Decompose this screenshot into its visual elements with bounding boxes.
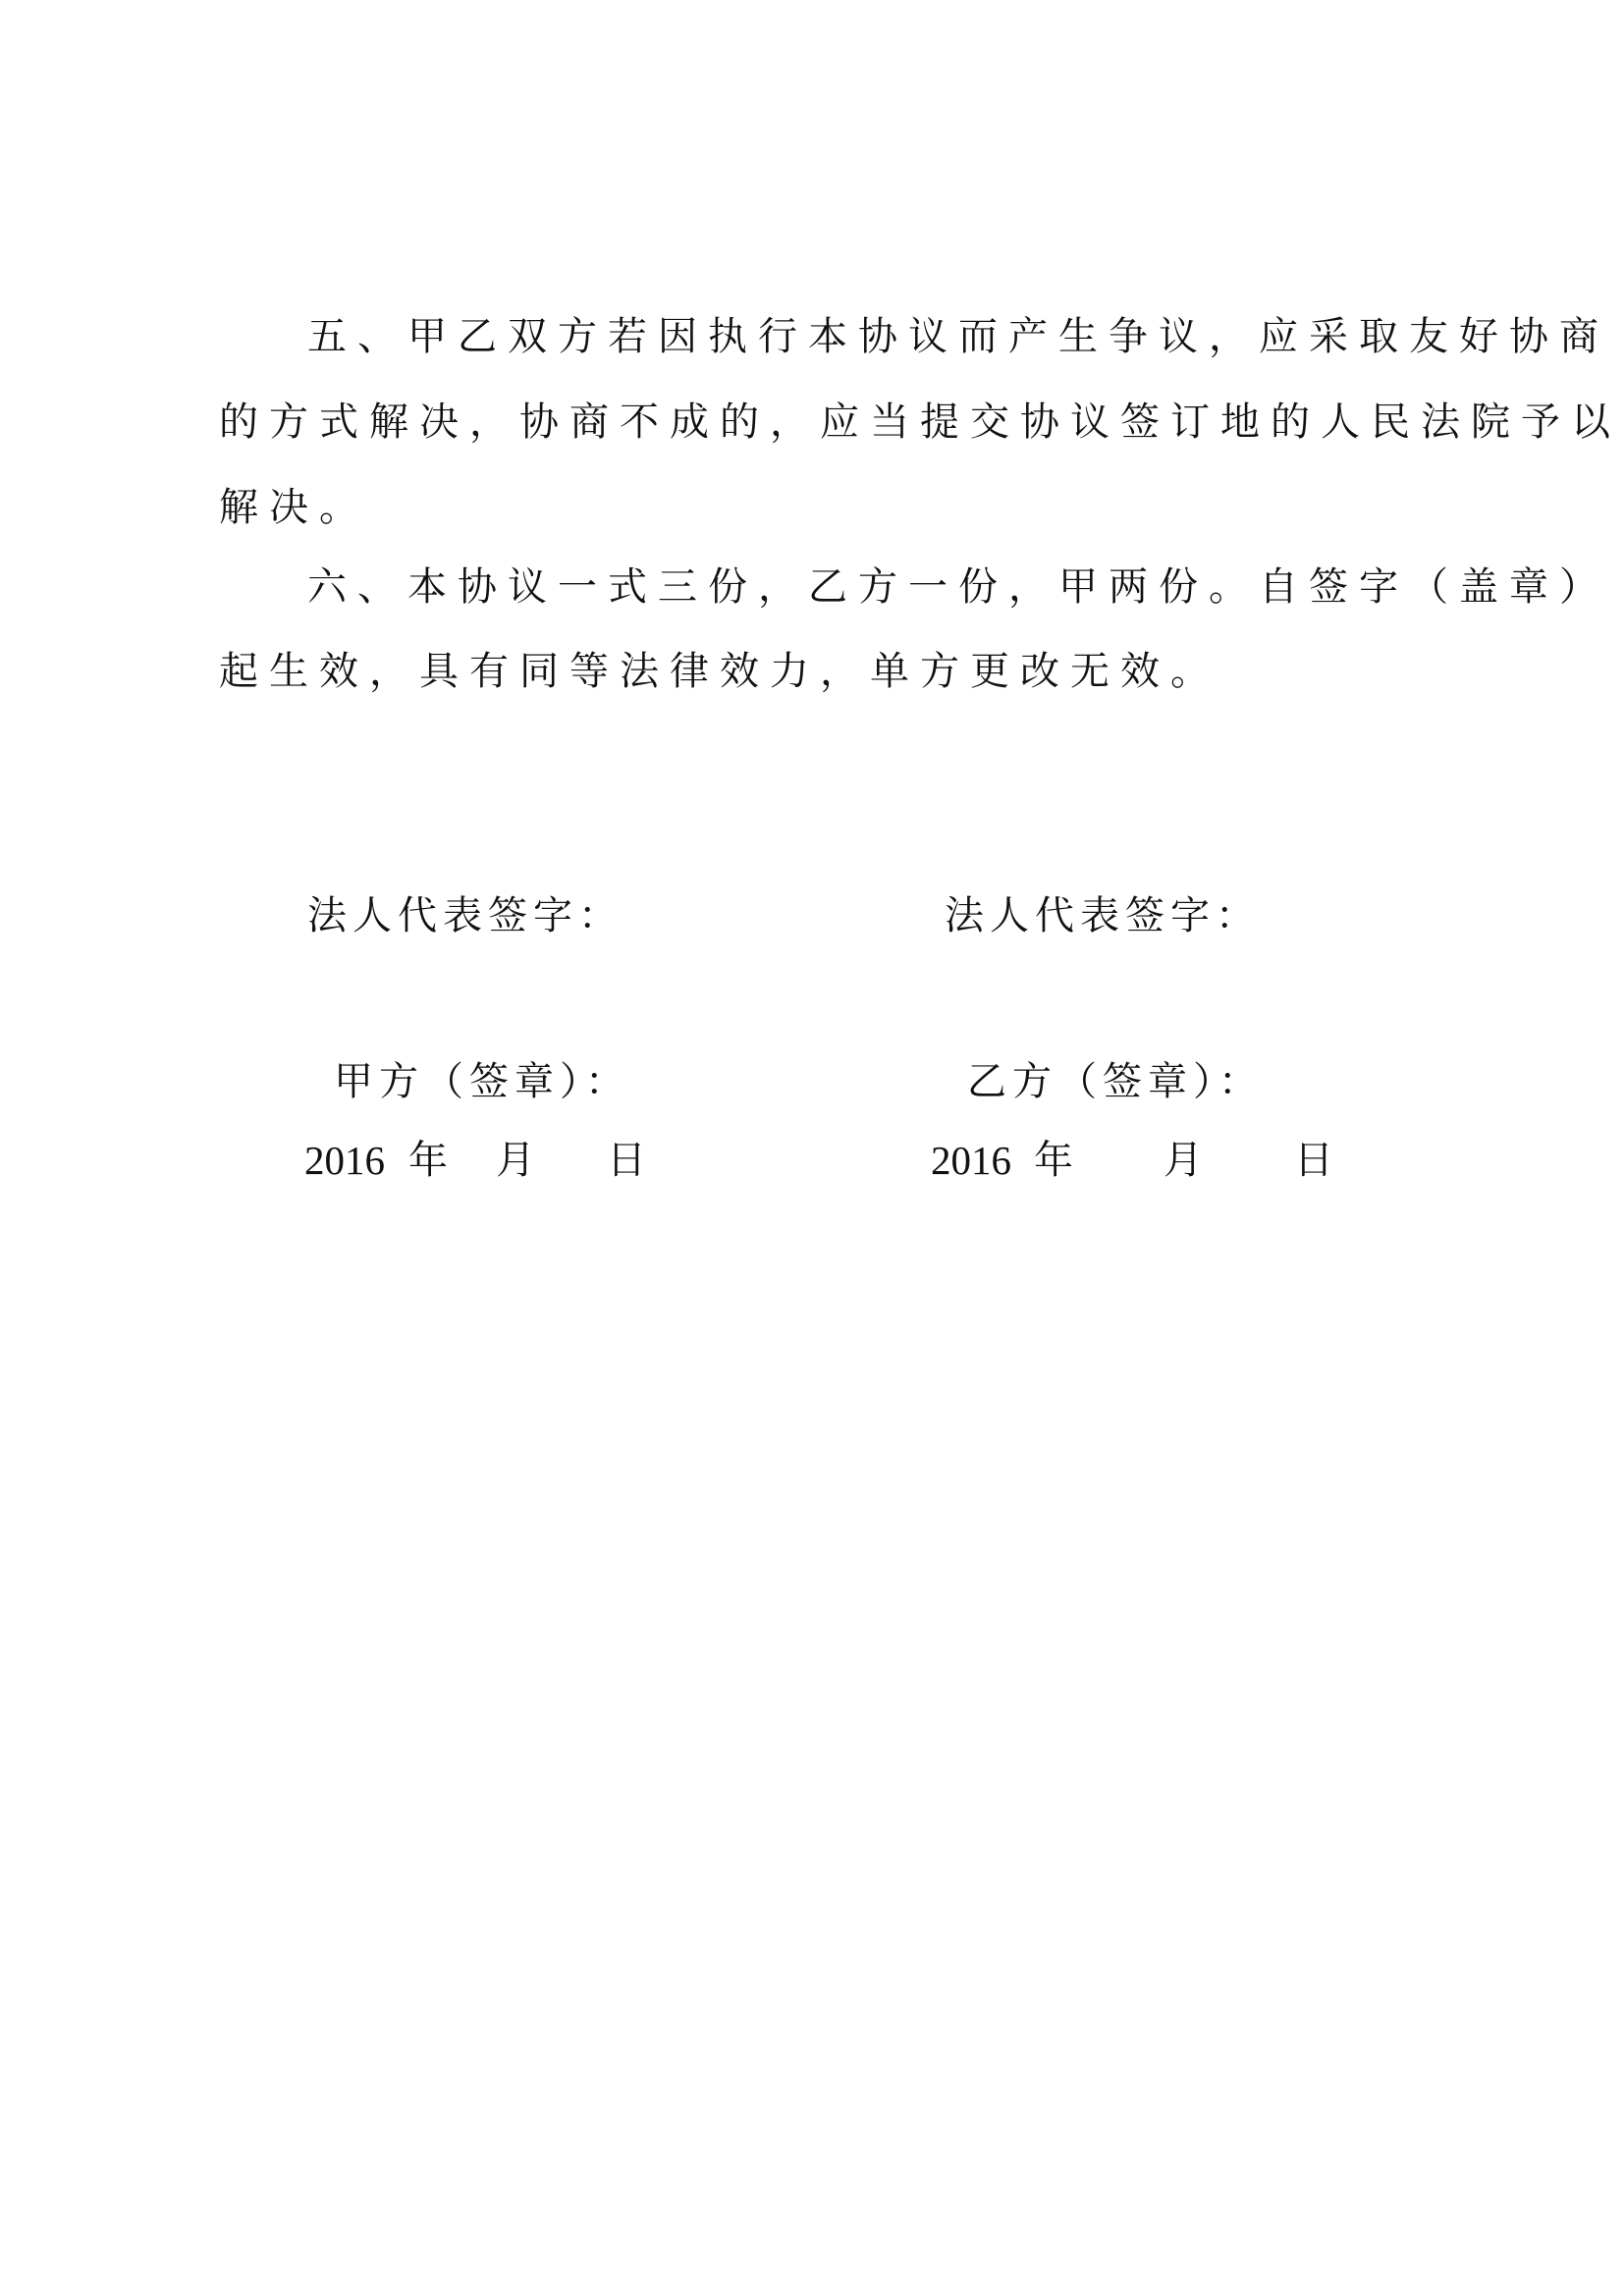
right-rep-signature-label: 法人代表签字： (945, 893, 1261, 938)
clause-5-line-2: 的方式解决，协商不成的，应当提交协议签订地的人民法院予以 (219, 400, 1621, 445)
left-date-month-char: 月 (496, 1138, 535, 1183)
right-date-year-char: 年 (1034, 1138, 1073, 1183)
clause-5-line-1: 五、甲乙双方若因执行本协议而产生争议，应采取友好协商 (307, 314, 1609, 359)
clause-6-line-1: 六、本协议一式三份，乙方一份，甲两份。自签字（盖章） (307, 564, 1609, 610)
right-date-day-char: 日 (1294, 1138, 1333, 1183)
left-rep-signature-label: 法人代表签字： (307, 893, 623, 938)
right-date-year: 2016 (931, 1138, 1011, 1183)
left-date-day-char: 日 (607, 1138, 646, 1183)
left-date-year: 2016 (304, 1138, 385, 1183)
right-date-month-char: 月 (1164, 1138, 1203, 1183)
right-party-seal-label: 乙方（签章）： (967, 1059, 1264, 1104)
clause-5-line-3: 解决。 (219, 485, 369, 530)
left-party-seal-label: 甲方（签章）： (334, 1059, 630, 1104)
clause-6-line-2: 起生效，具有同等法律效力，单方更改无效。 (219, 649, 1220, 694)
left-date-year-char: 年 (408, 1138, 448, 1183)
